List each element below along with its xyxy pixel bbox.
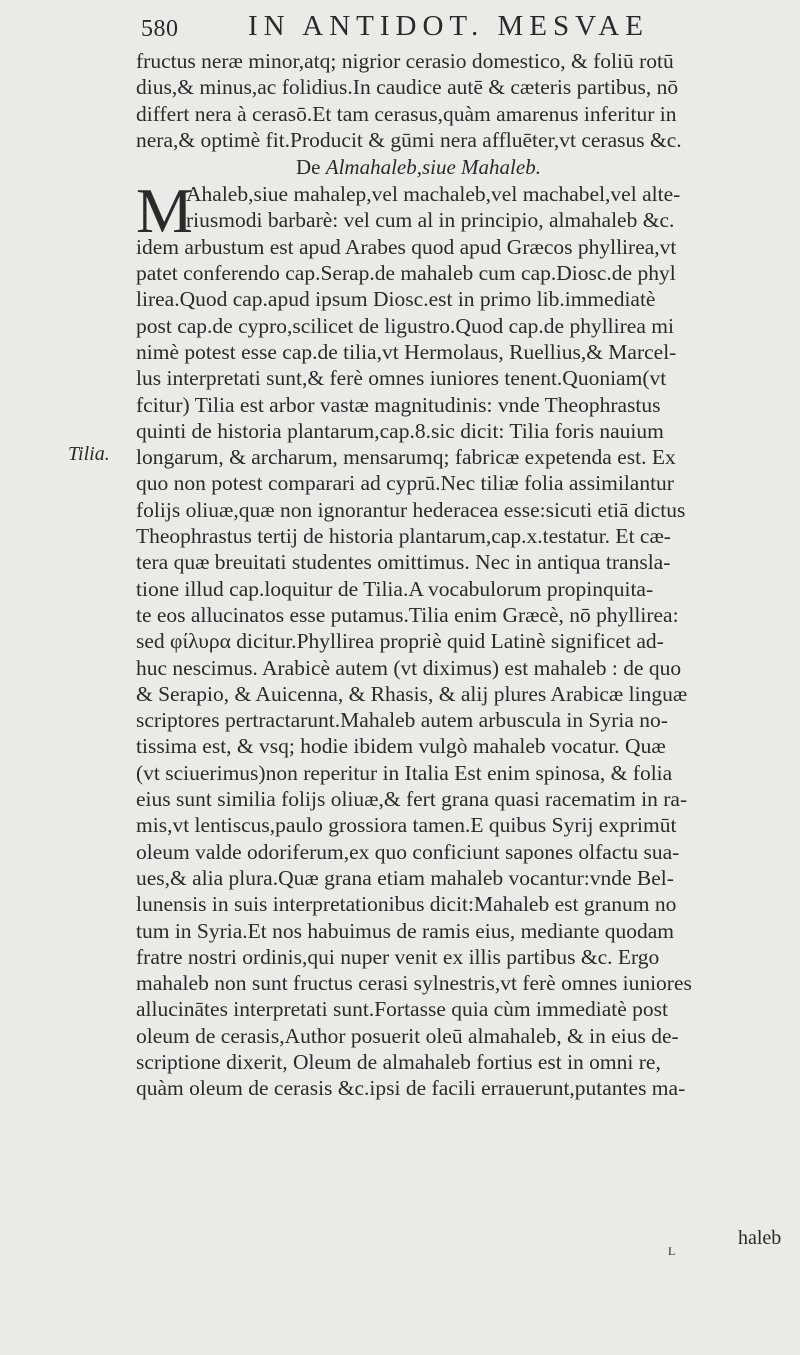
text-line: differt nera à cerasō.Et tam cerasus,quàm amarenus inferitur in [136, 101, 677, 126]
text-line: quinti de historia plantarum,cap.8.sic dicit: Tilia foris nauium [136, 418, 664, 443]
text-line: nimè potest esse cap.de tilia,vt Hermolaus, Ruellius,& Marcel- [136, 339, 677, 364]
text-line: riusmodi barbarè: vel cum al in principio, almahaleb &c. [186, 208, 675, 233]
text-line: oleum valde odoriferum,ex quo conficiunt sapones olfactu sua- [136, 839, 680, 864]
text-line: longarum, & archarum, mensarumq; fabricæ expetenda est. Ex [136, 445, 676, 470]
text-line: tum in Syria.Et nos habuimus de ramis eius, mediante quodam [136, 918, 675, 943]
text-line: te eos allucinatos esse putamus.Tilia enim Græcè, nō phyllirea: [136, 602, 679, 627]
page-header [0, 10, 800, 44]
text-line: quàm oleum de cerasis &c.ipsi de facili errauerunt,putantes ma- [136, 1076, 686, 1101]
text-line: allucinātes interpretati sunt.Fortasse quia cùm immediatè post [136, 997, 668, 1022]
text-line: post cap.de cypro,scilicet de ligustro.Quod cap.de phyllirea mi [136, 313, 674, 338]
main-text [136, 48, 798, 1102]
text-line: nera,& optimè fit.Producit & gūmi nera affluēter,vt cerasus &c. [136, 127, 682, 152]
text-line: mahaleb non sunt fructus cerasi sylnestris,vt ferè omnes iuniores [136, 971, 692, 996]
text-line: tione illud cap.loquitur de Tilia.A vocabulorum propinquita- [136, 576, 654, 601]
text-line: mis,vt lentiscus,paulo grossiora tamen.E quibus Syrij exprimūt [136, 813, 677, 838]
page-number: 580 [141, 16, 179, 42]
text-line: sed φίλυρα dicitur.Phyllirea propriè quid Latinè significet ad- [136, 629, 664, 654]
text-lines-body [136, 234, 798, 1102]
text-line: Theophrastus tertij de historia plantarum,cap.x.testatur. Et cæ- [136, 524, 671, 549]
text-line: folijs oliuæ,quæ non ignorantur hederacea esse:sicuti etiā dictus [136, 497, 686, 522]
running-head: IN ANTIDOT. MESVAE [248, 10, 649, 42]
text-line: lus interpretati sunt,& ferè omnes iuniores tenent.Quoniam(vt [136, 366, 667, 391]
text-line: fructus neræ minor,atq; nigrior cerasio domestico, & foliū rotū [136, 49, 674, 73]
text-line: idem arbustum est apud Arabes quod apud Græcos phyllirea,vt [136, 234, 677, 259]
catchword: haleb [738, 1227, 782, 1249]
section-heading-title: Almahaleb,siue Mahaleb. [325, 155, 541, 180]
section-heading [136, 153, 798, 181]
text-line: huc nescimus. Arabicè autem (vt diximus) est mahaleb : de quo [136, 655, 682, 680]
text-line: scriptione dixerit, Oleum de almahaleb fortius est in omni re, [136, 1049, 661, 1074]
text-line: tera quæ breuitati studentes omittimus. Nec in antiqua transla- [136, 550, 671, 575]
signature-mark: L [668, 1244, 676, 1258]
text-line: dius,& minus,ac folidius.In caudice autē & cæteris partibus, nō [136, 75, 679, 100]
text-line: oleum de cerasis,Author posuerit oleū almahaleb, & in eius de- [136, 1023, 679, 1048]
text-line: scriptores pertractarunt.Mahaleb autem arbuscula in Syria no- [136, 708, 668, 733]
text-line: & Serapio, & Auicenna, & Rhasis, & alij plures Arabicæ linguæ [136, 681, 688, 706]
dropcap-letter: M [136, 175, 193, 247]
text-line: (vt sciuerimus)non reperitur in Italia Est enim spinosa, & folia [136, 760, 673, 785]
text-line: lirea.Quod cap.apud ipsum Diosc.est in primo lib.immediatè [136, 287, 656, 312]
section-heading-prefix: De [296, 155, 326, 180]
text-lines-top [136, 48, 798, 153]
text-line: fratre nostri ordinis,qui nuper venit ex illis partibus &c. Ergo [136, 944, 660, 969]
text-line: Ahaleb,siue mahalep,vel machaleb,vel machabel,vel alte- [186, 182, 681, 207]
text-line: ues,& alia plura.Quæ grana etiam mahaleb vocantur:vnde Bel- [136, 865, 674, 890]
text-line: tissima est, & vsq; hodie ibidem vulgò mahaleb vocatur. Quæ [136, 734, 666, 759]
text-line: patet conferendo cap.Serap.de mahaleb cum cap.Diosc.de phyl [136, 261, 676, 286]
margin-note: Tilia. [68, 443, 110, 465]
text-line: lunensis in suis interpretationibus dicit:Mahaleb est granum no [136, 892, 677, 917]
text-line: eius sunt similia folijs oliuæ,& fert grana quasi racematim in ra- [136, 787, 688, 812]
text-line: fcitur) Tilia est arbor vastæ magnitudinis: vnde Theophrastus [136, 392, 661, 417]
text-line: quo non potest comparari ad cyprū.Nec tiliæ folia assimilantur [136, 471, 674, 496]
